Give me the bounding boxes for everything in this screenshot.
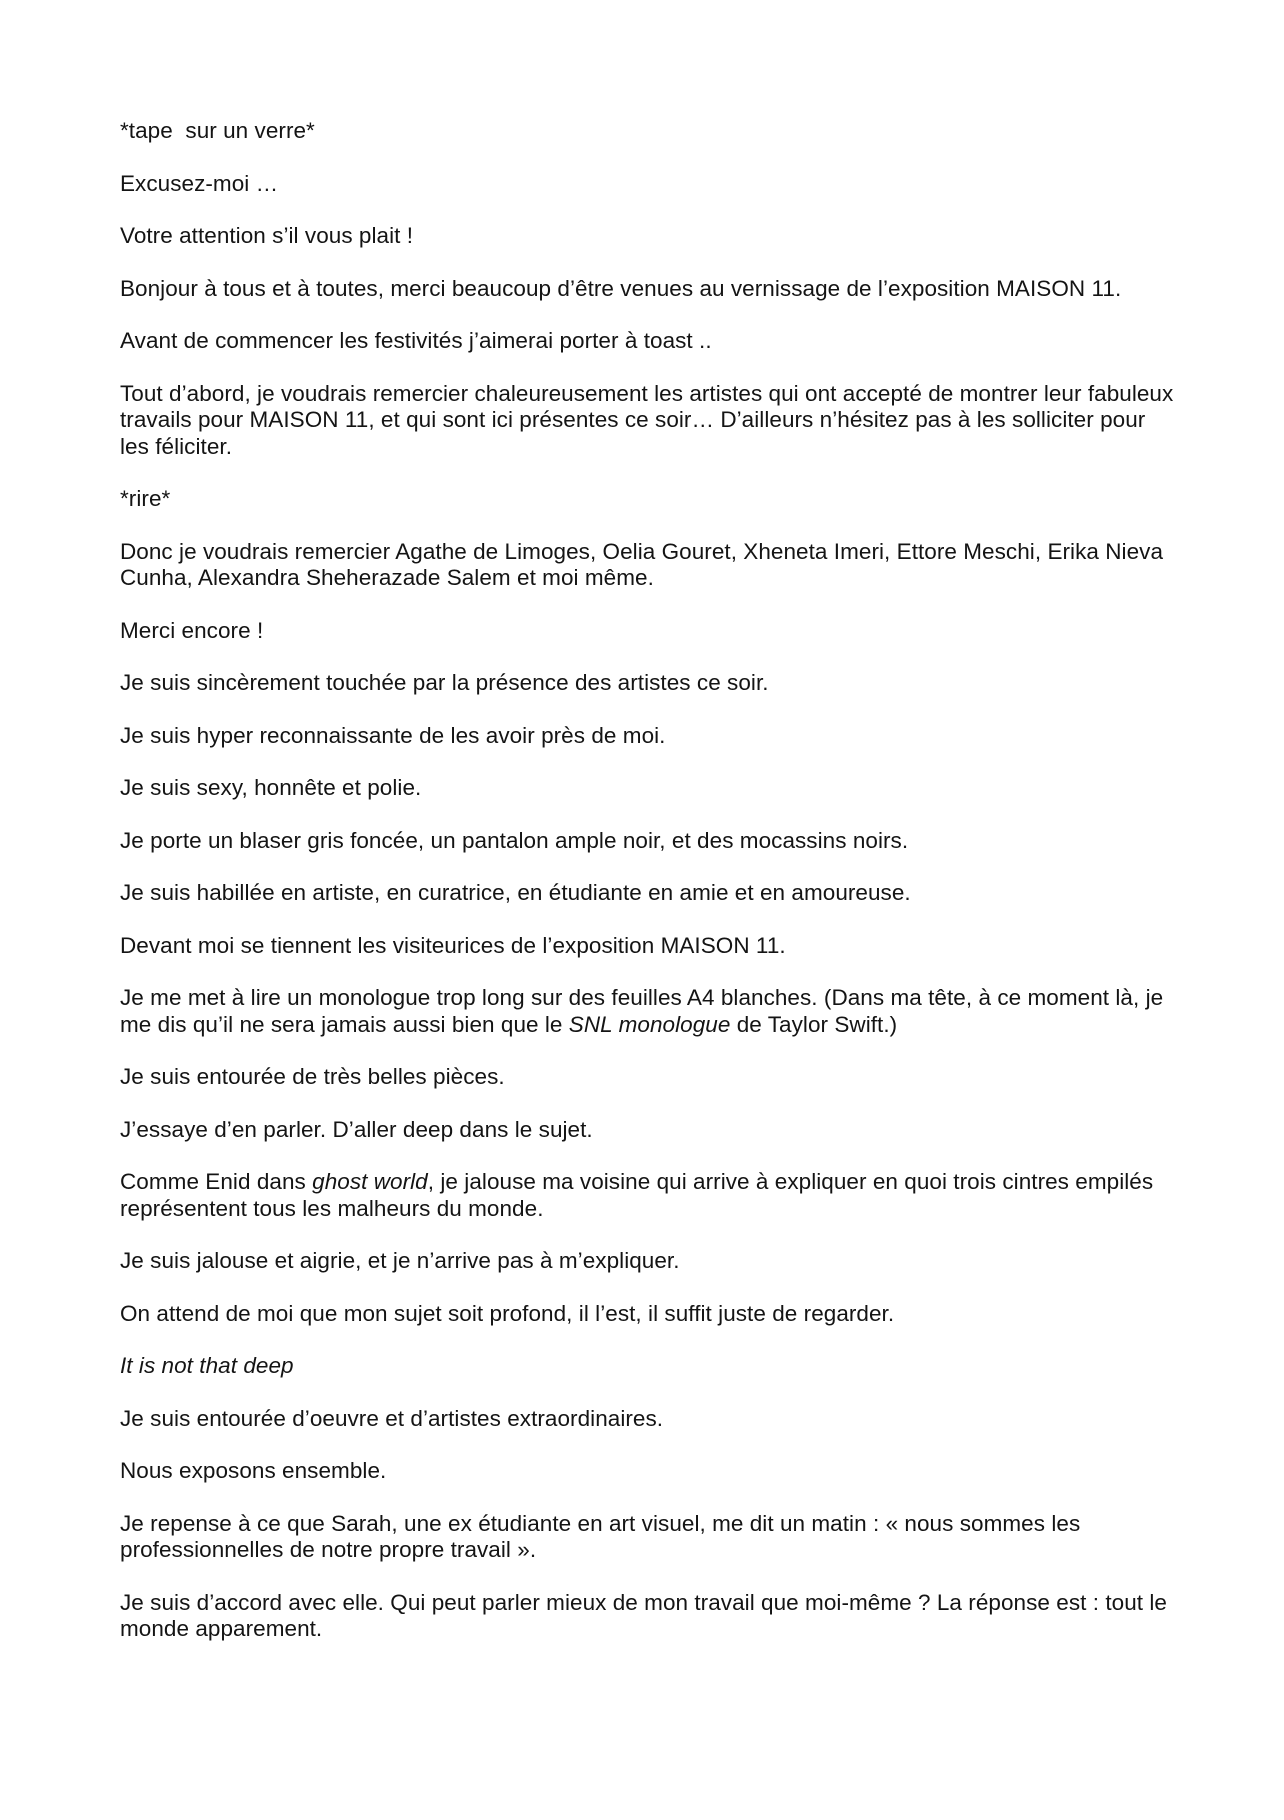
paragraph [120, 171, 1180, 198]
text-run: Bonjour à tous et à toutes, merci beaucoup d’être venues au vernissage de l’exposition MAISON 11. [120, 275, 1122, 301]
paragraph [120, 328, 1180, 355]
italic-text-run: It is not that deep [120, 1353, 294, 1378]
paragraph [120, 486, 1180, 513]
paragraph [120, 1511, 1180, 1564]
paragraph [120, 880, 1180, 907]
paragraph [120, 775, 1180, 802]
text-run: Tout d’abord, je voudrais remercier chaleureusement les artistes qui ont accepté de montrer leur fabuleux travails pour MAISON 11, et qui sont ici présentes ce soir… D’ailleurs n’hésitez pas à les solliciter pour les féliciter. [120, 380, 1180, 459]
paragraph [120, 828, 1180, 855]
text-run: , je jalouse ma voisine qui arrive à expliquer en quoi trois cintres empilés représentent tous les malheurs du monde. [120, 1169, 1160, 1221]
text-run: Je suis sexy, honnête et polie. [120, 775, 422, 800]
paragraph [120, 933, 1180, 960]
paragraph [120, 1301, 1180, 1328]
paragraph [120, 670, 1180, 697]
text-run: Excusez-moi … [120, 170, 279, 196]
text-run: Je porte un blaser gris foncée, un pantalon ample noir, et des mocassins noirs. [120, 827, 909, 853]
text-run: de Taylor Swift.) [730, 1011, 898, 1037]
paragraph [120, 1590, 1180, 1643]
paragraph [120, 1248, 1180, 1275]
text-run: J’essaye d’en parler. D’aller deep dans le sujet. [120, 1116, 593, 1142]
paragraph [120, 1169, 1180, 1222]
paragraph [120, 1458, 1180, 1485]
text-run: Je suis entourée d’oeuvre et d’artistes extraordinaires. [120, 1405, 664, 1431]
paragraph [120, 618, 1180, 645]
paragraph [120, 539, 1180, 592]
paragraph [120, 723, 1180, 750]
text-run: Je suis hyper reconnaissante de les avoir près de moi. [120, 722, 666, 748]
text-run: Merci encore ! [120, 617, 264, 643]
italic-text-run: SNL monologue [568, 1011, 731, 1037]
text-run: Je suis sincèrement touchée par la présence des artistes ce soir. [120, 670, 769, 695]
paragraph [120, 276, 1180, 303]
text-run: *tape sur un verre* [120, 118, 315, 143]
document-body [120, 118, 1180, 1669]
text-run: Je suis d’accord avec elle. Qui peut parler mieux de mon travail que moi-même ? La réponse est : tout le monde apparement. [120, 1589, 1174, 1641]
text-run: Je suis habillée en artiste, en curatrice, en étudiante en amie et en amoureuse. [120, 880, 911, 905]
text-run: Je suis jalouse et aigrie, et je n’arrive pas à m’expliquer. [120, 1248, 680, 1273]
paragraph [120, 1353, 1180, 1380]
paragraph [120, 1117, 1180, 1144]
text-run: Comme Enid dans [120, 1169, 313, 1194]
text-run: *rire* [120, 486, 171, 511]
italic-text-run: ghost world [312, 1169, 428, 1194]
text-run: Devant moi se tiennent les visiteurices de l’exposition MAISON 11. [120, 932, 786, 958]
text-run: Votre attention s’il vous plait ! [120, 223, 414, 248]
text-run: Je me met à lire un monologue trop long sur des feuilles A4 blanches. (Dans ma tête, à ce moment là, je me dis qu’il ne sera jamais aussi bien que le [120, 985, 1170, 1037]
paragraph [120, 1406, 1180, 1433]
paragraph [120, 381, 1180, 461]
paragraph [120, 118, 1180, 145]
text-run: Avant de commencer les festivités j’aimerai porter à toast .. [120, 328, 712, 353]
text-run: Je repense à ce que Sarah, une ex étudiante en art visuel, me dit un matin : « nous sommes les professionnelles de notre propre travail ». [120, 1510, 1087, 1562]
text-run: Nous exposons ensemble. [120, 1458, 387, 1483]
paragraph [120, 985, 1180, 1038]
text-run: Donc je voudrais remercier Agathe de Limoges, Oelia Gouret, Xheneta Imeri, Ettore Meschi, Erika Nieva Cunha, Alexandra Sheherazade Salem et moi même. [120, 538, 1170, 590]
paragraph [120, 223, 1180, 250]
text-run: Je suis entourée de très belles pièces. [120, 1064, 505, 1089]
text-run: On attend de moi que mon sujet soit profond, il l’est, il suffit juste de regarder. [120, 1300, 895, 1326]
paragraph [120, 1064, 1180, 1091]
